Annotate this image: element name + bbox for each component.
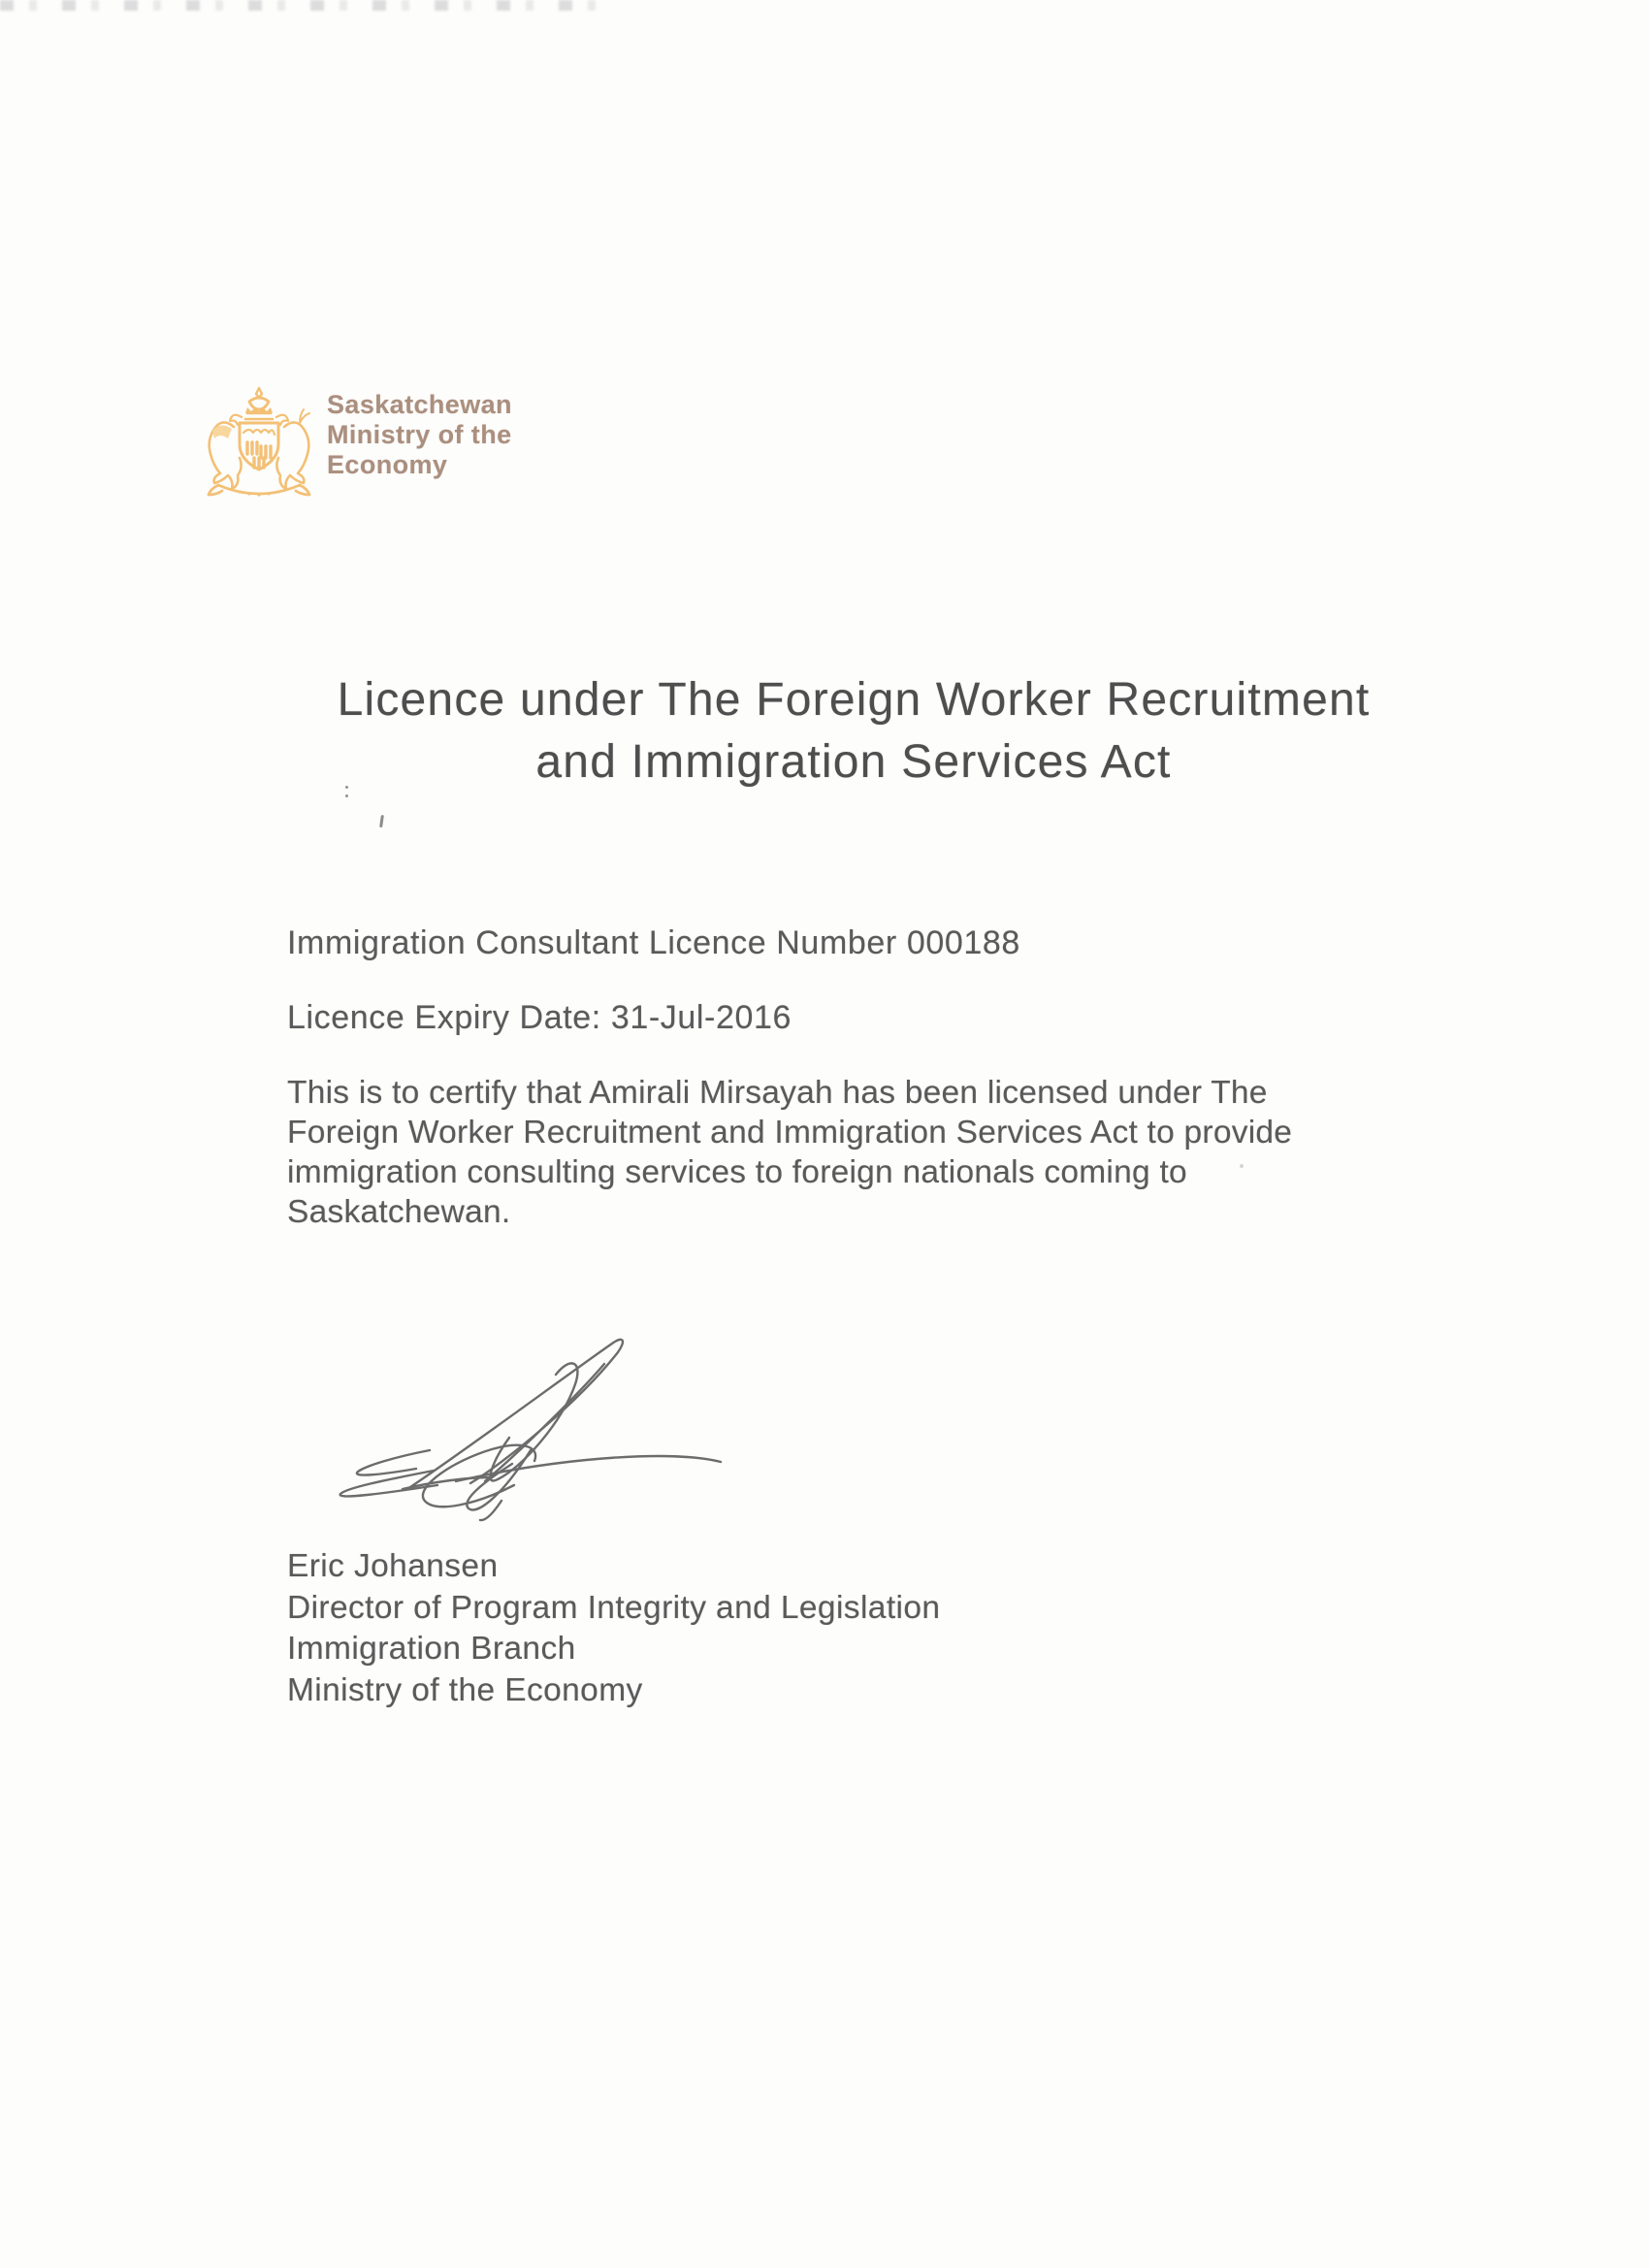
scan-artifact-bottom-band xyxy=(0,0,601,11)
scan-artifact xyxy=(345,786,348,789)
signature-image xyxy=(286,1334,771,1533)
document-title xyxy=(175,669,1533,794)
signatory-ministry: Ministry of the Economy xyxy=(287,1671,643,1708)
certification-line: This is to certify that Amirali Mirsayah has been licensed under The xyxy=(287,1075,1268,1111)
signatory-title: Director of Program Integrity and Legislation xyxy=(287,1589,941,1626)
coat-of-arms-icon xyxy=(199,384,319,510)
certification-paragraph xyxy=(287,1073,1292,1232)
licence-number-line: Immigration Consultant Licence Number 000188 xyxy=(287,924,1020,961)
logo-wordmark-line: Economy xyxy=(327,450,448,479)
certification-line: immigration consulting services to foreign nationals coming to xyxy=(287,1154,1187,1190)
document-title-line1: Licence under The Foreign Worker Recruitment xyxy=(337,674,1371,726)
certification-line: Foreign Worker Recruitment and Immigration Services Act to provide xyxy=(287,1115,1293,1150)
signatory-branch: Immigration Branch xyxy=(287,1631,576,1667)
logo-wordmark xyxy=(327,390,512,510)
logo-wordmark-line: Ministry of the xyxy=(327,420,512,449)
expiry-date-line: Licence Expiry Date: 31-Jul-2016 xyxy=(287,999,792,1036)
logo-wordmark-line: Saskatchewan xyxy=(327,390,512,419)
certification-line: Saskatchewan. xyxy=(287,1194,511,1230)
signatory-name: Eric Johansen xyxy=(287,1548,499,1584)
document-title-line2: and Immigration Services Act xyxy=(535,736,1172,788)
signatory-block xyxy=(287,1546,940,1711)
ministry-logo xyxy=(199,384,512,510)
scan-artifact xyxy=(379,815,383,827)
